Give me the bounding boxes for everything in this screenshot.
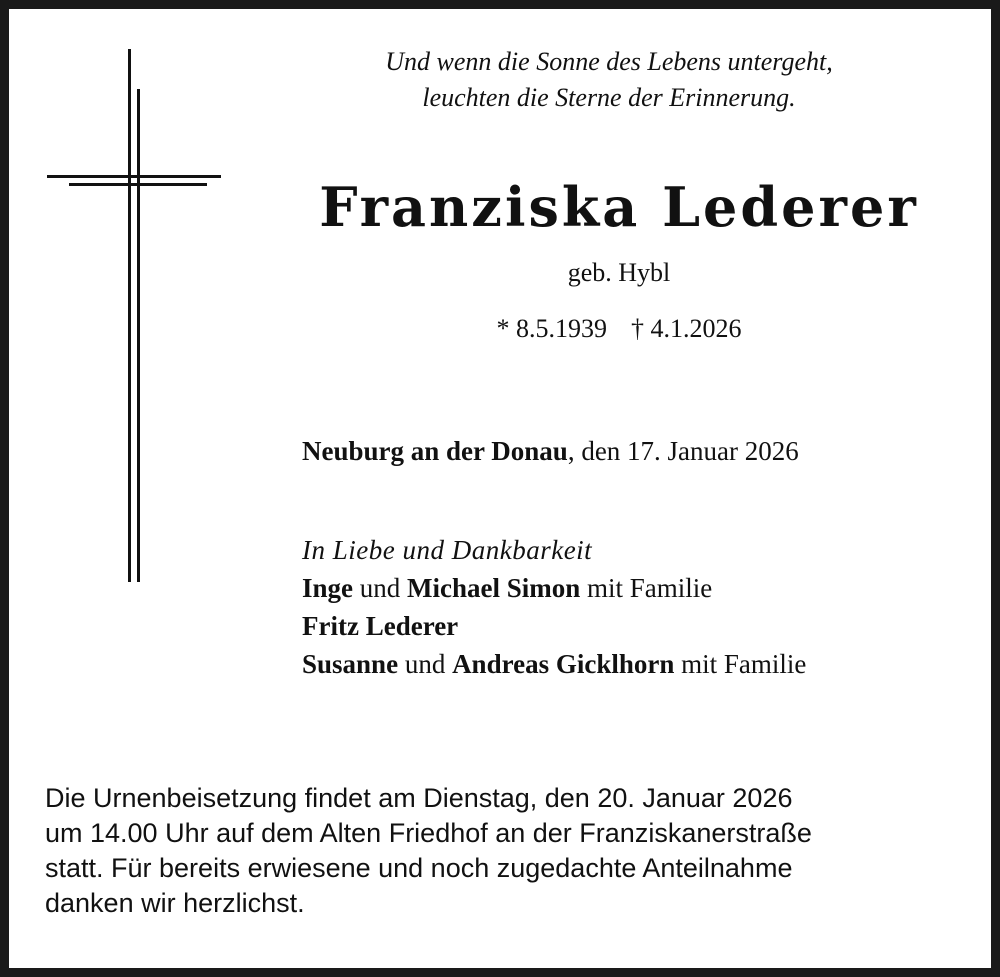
birth-name: geb. Hybl — [567, 258, 671, 287]
birth-date: * 8.5.1939 — [496, 314, 607, 343]
cross-icon — [9, 9, 249, 609]
mourner-name: Michael Simon — [407, 573, 581, 603]
mourner-suffix: mit Familie — [674, 649, 807, 679]
service-line-1: Die Urnenbeisetzung findet am Dienstag, den 20. Januar 2026 — [45, 783, 793, 813]
mourner-line-3 — [302, 645, 806, 683]
funeral-service-info — [45, 781, 965, 921]
mourner-name: Susanne — [302, 649, 399, 679]
service-line-4: danken wir herzlichst. — [45, 888, 305, 918]
mourner-suffix: mit Familie — [580, 573, 713, 603]
notice-date: , den 17. Januar 2026 — [567, 436, 799, 466]
mourner-line-2 — [302, 607, 806, 645]
mourner-line-1 — [302, 569, 806, 607]
mourner-name: Andreas Gicklhorn — [452, 649, 675, 679]
quote-line-1: Und wenn die Sonne des Lebens untergeht, — [385, 47, 833, 76]
death-date: † 4.1.2026 — [631, 314, 742, 343]
quote-line-2: leuchten die Sterne der Erinnerung. — [422, 83, 796, 112]
mourner-name: Inge — [302, 573, 354, 603]
life-dates — [409, 312, 829, 346]
service-line-2: um 14.00 Uhr auf dem Alten Friedhof an der Franziskanerstraße — [45, 818, 812, 848]
deceased-name: Franziska Lederer — [319, 175, 919, 239]
service-line-3: statt. Für bereits erwiesene und noch zugedachte Anteilnahme — [45, 853, 793, 883]
place-and-date — [302, 433, 799, 469]
mourner-conjunction: und — [398, 649, 453, 679]
mourners-list — [302, 531, 806, 683]
mourners-intro: In Liebe und Dankbarkeit — [302, 535, 593, 565]
place: Neuburg an der Donau — [302, 436, 568, 466]
mourner-name: Fritz Lederer — [302, 611, 459, 641]
memorial-quote — [309, 44, 909, 116]
mourner-conjunction: und — [353, 573, 408, 603]
